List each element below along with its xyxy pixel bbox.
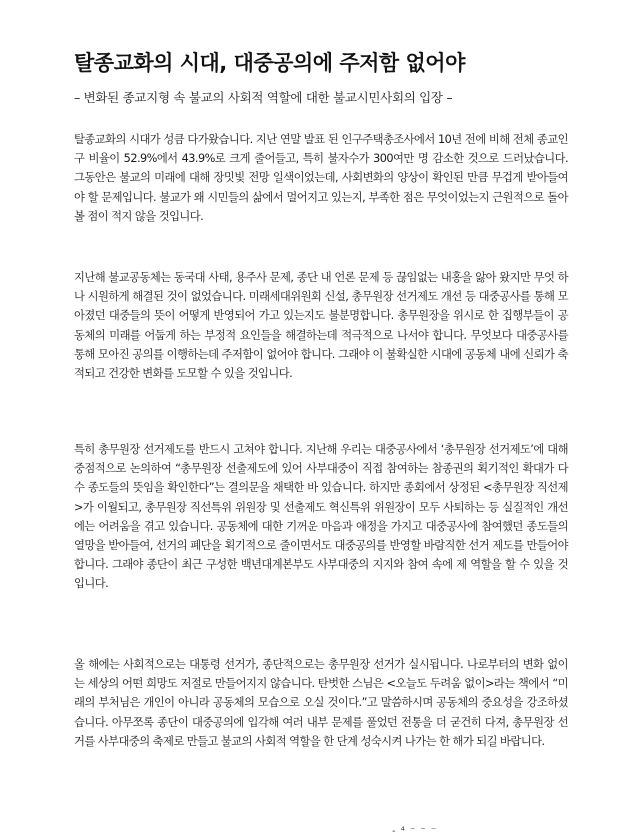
document-page (74, 0, 574, 838)
paragraph-3: 특히 총무원장 선거제도를 반드시 고쳐야 합니다. 지난해 우리는 대중공사에서 ‘총무원장 선거제도’에 대해 중점적으로 논의하여 “총무원장 선출제도에 있어 사부대중이 직접 참여하는 참종권의 획기적인 확대가 다수 종도들의 뜻임을 확인한다”는 결의문을 채택한 바 있습니다. 하지만 종회에서 상정된 <총무원장 직선제>가 이월되고, 총무원장 직선특위 위원장 및 선출제도 혁신특위 위원장이 모두 사퇴하는 등 실질적인 개선에는 어려움을 겪고 있습니다. 공동체에 대한 기꺼운 마음과 애정을 가지고 대중공사에 참여했던 종도들의 열망을 받아들여, 선거의 폐단을 획기적으로 줄이면서도 대중공의를 반영할 바람직한 선거 제도를 만들어야 합니다. 그래야 종단이 최근 구성한 백년대계본부도 사부대중의 지지와 참여 속에 제 역할을 할 수 있을 것입니다. (74, 443, 568, 591)
page-number-mark: - ⁴ ⁻ ⁻ ⁻ (392, 826, 438, 837)
paragraph-2: 지난해 불교공동체는 동국대 사태, 용주사 문제, 종단 내 언론 문제 등 끊임없는 내홍을 앓아 왔지만 무엇 하나 시원하게 해결된 것이 없었습니다. 미래세대위원회 신설, 총무원장 선거제도 개선 등 대중공사를 통해 모아졌던 대중들의 뜻이 어떻게 반영되어 가고 있는지도 불분명합니다. 총무원장을 위시로 한 집행부들이 공동체의 미래를 어둡게 하는 부정적 요인들을 해결하는데 적극적으로 나서야 합니다. 무엇보다 대중공사를 통해 모아진 공의를 이행하는데 주저함이 없어야 합니다. 그래야 이 불확실한 시대에 공동체 내에 신뢰가 축적되고 건강한 변화를 도모할 수 있을 것입니다. (74, 271, 568, 381)
document-title: 탈종교화의 시대, 대중공의에 주저함 없어야 (74, 51, 465, 75)
paragraph-4: 올 해에는 사회적으로는 대통령 선거가, 종단적으로는 총무원장 선거가 실시됩니다. 나로부터의 변화 없이는 세상의 어떤 희망도 저절로 만들어지지 않습니다. 탄벗한 스님은 <오늘도 두려움 없이>라는 책에서 “미래의 부처님은 개인이 아니라 공동체의 모습으로 오실 것이다.”고 말씀하시며 공동체의 중요성을 강조하셨습니다. 아무쪼록 종단이 대중공의에 입각해 여러 내부 문제를 풀었던 전통을 더 굳건히 다져, 총무원장 선거를 사부대중의 축제로 만들고 불교의 사회적 역할을 한 단계 성숙시켜 나가는 한 해가 되길 바랍니다. (74, 658, 568, 748)
paragraph-1: 탈종교화의 시대가 성큼 다가왔습니다. 지난 연말 발표 된 인구주택총조사에서 10년 전에 비해 전체 종교인구 비율이 52.9%에서 43.9%로 크게 줄어들고, 특히 불자수가 300여만 명 감소한 것으로 드러났습니다. 그동안은 불교의 미래에 대해 장밋빛 전망 일색이었는데, 사회변화의 양상이 확인된 만큼 무겁게 받아들여야 할 문제입니다. 불교가 왜 시민들의 삶에서 멀어지고 있는지, 부족한 점은 무엇이었는지 근원적으로 돌아볼 점이 적지 않을 것입니다. (74, 133, 568, 223)
document-subtitle: – 변화된 종교지형 속 불교의 사회적 역할에 대한 불교시민사회의 입장 – (74, 90, 453, 105)
